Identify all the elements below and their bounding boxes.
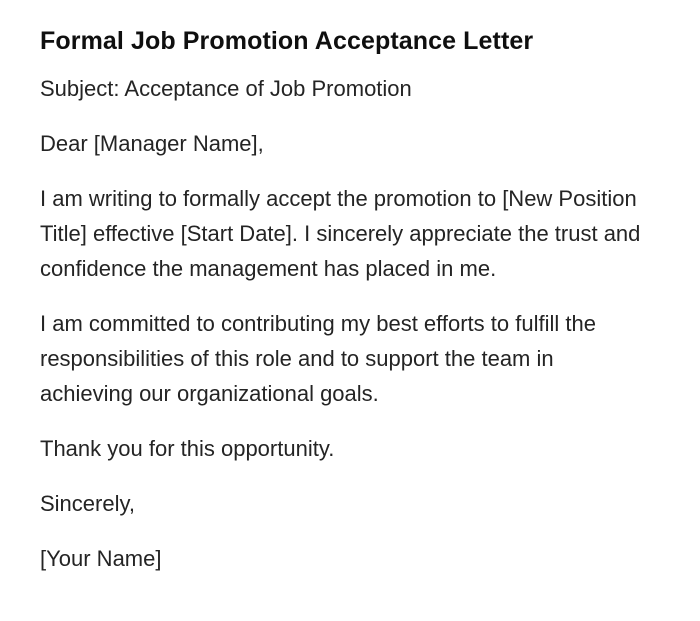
thanks-paragraph xyxy=(40,431,640,466)
paragraph-line: Dear [Manager Name], xyxy=(40,131,264,156)
paragraph-line: Subject: Acceptance of Job Promotion xyxy=(40,76,412,101)
paragraph-line: I am writing to formally accept the promotion to [New Position xyxy=(40,186,637,211)
paragraph-line: Sincerely, xyxy=(40,491,135,516)
paragraph-line: Thank you for this opportunity. xyxy=(40,436,335,461)
paragraph-line: confidence the management has placed in me. xyxy=(40,256,497,281)
paragraph-line: responsibilities of this role and to support the team in xyxy=(40,346,554,371)
commitment-paragraph xyxy=(40,306,640,411)
signature-paragraph xyxy=(40,541,640,576)
letter-title: Formal Job Promotion Acceptance Letter xyxy=(40,27,534,55)
paragraph-line: I am committed to contributing my best efforts to fulfill the xyxy=(40,311,596,336)
paragraph-line: [Your Name] xyxy=(40,546,162,571)
paragraph-line: achieving our organizational goals. xyxy=(40,381,379,406)
paragraph-line: Title] effective [Start Date]. I sincerely appreciate the trust and xyxy=(40,221,641,246)
salutation-paragraph xyxy=(40,126,640,161)
acceptance-paragraph xyxy=(40,181,640,286)
subject-line-paragraph xyxy=(40,71,640,106)
closing-paragraph xyxy=(40,486,640,521)
